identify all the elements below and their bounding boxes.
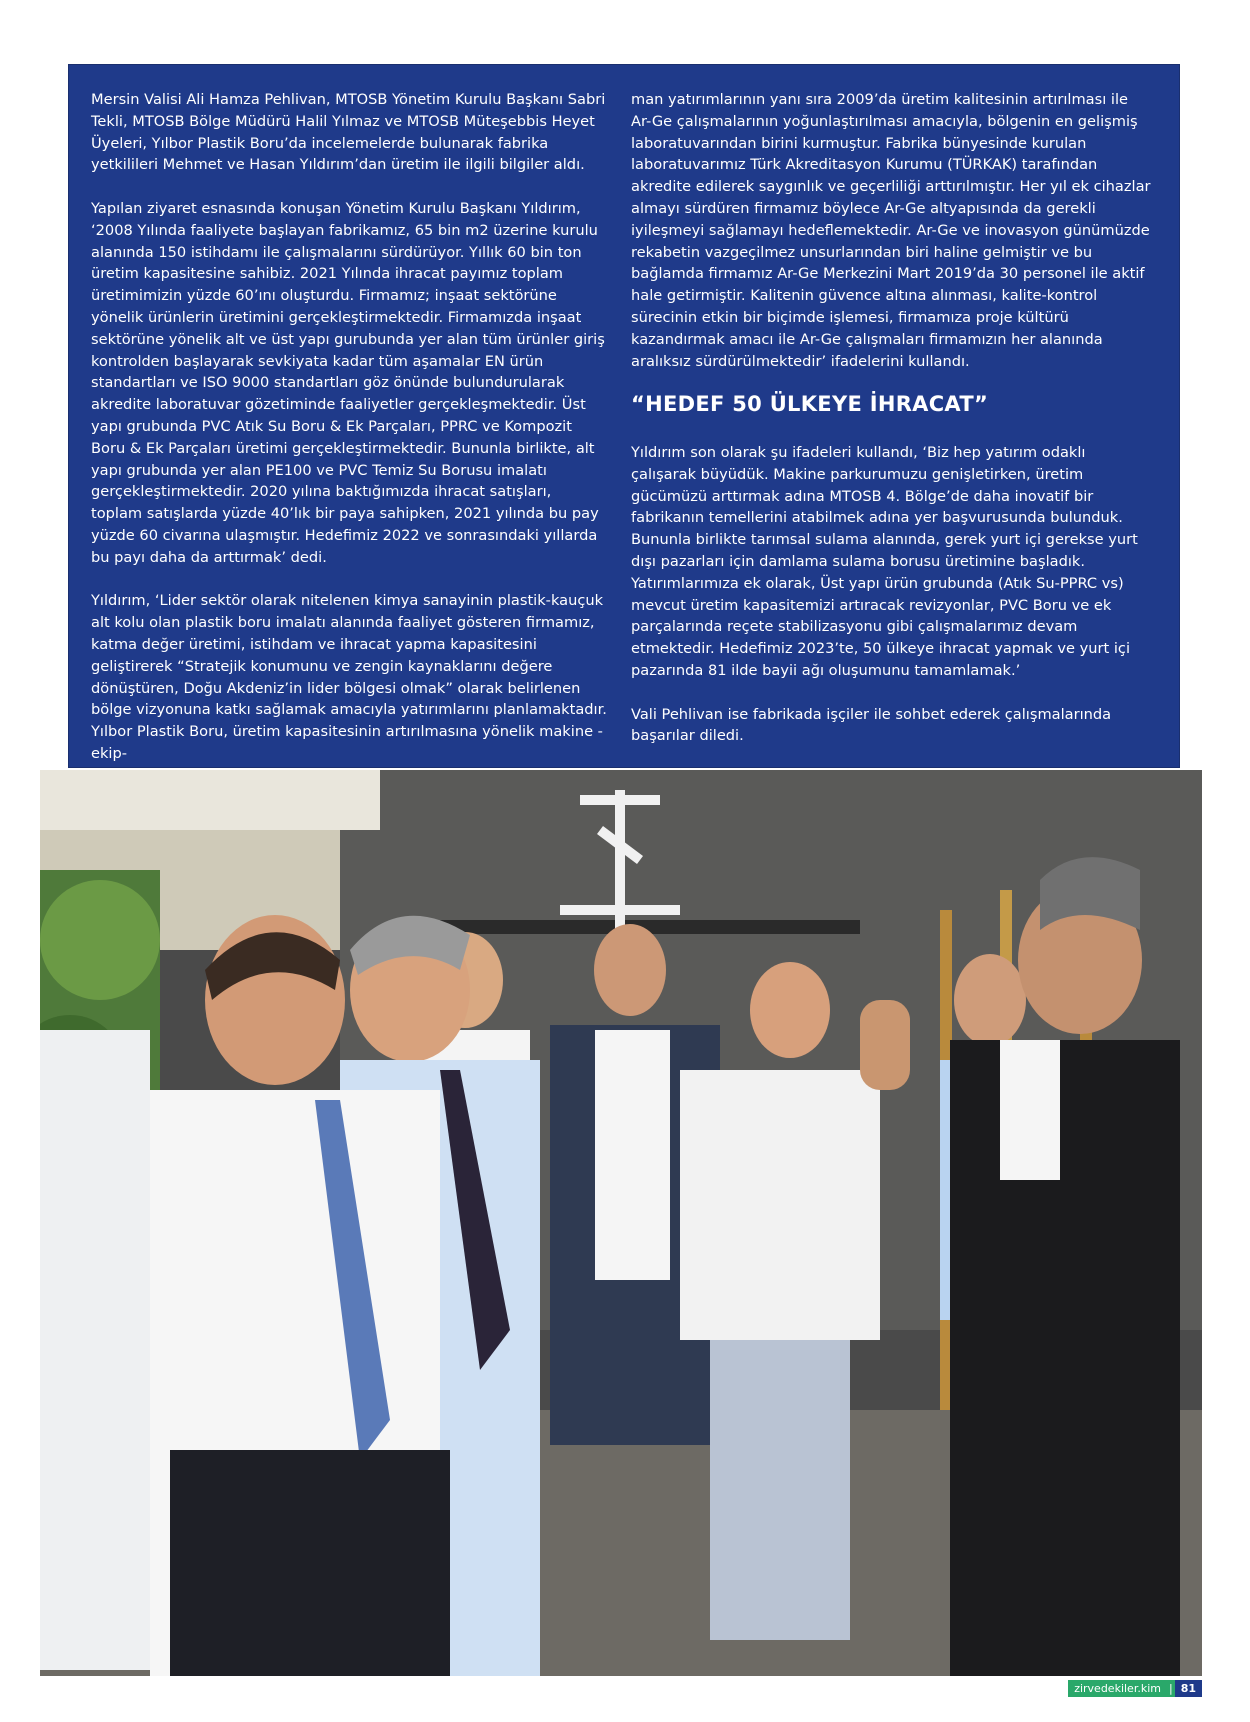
article-text-panel bbox=[68, 64, 1180, 768]
article-paragraph: Yıldırım, ‘Lider sektör olarak nitelenen kimya sanayinin plastik-kauçuk alt kolu olan plastik boru imalatı alanında faaliyet gösteren firmamız, katma değer üretimi, istihdam ve ihracat yapma kapasitesini geliştirerek “Stratejik konumunu ve zengin kaynaklarını değere dönüştüren, Doğu Akdeniz’in lider bölgesi olmak” olarak belirlenen bölge vizyonuna katkı sağlamak amacıyla yatırımlarını planlamaktadır. Yılbor Plastik Boru, üretim kapasitesinin artırılmasına yönelik makine - ekip- bbox=[91, 592, 607, 762]
event-photo bbox=[40, 770, 1202, 1676]
article-left-column bbox=[91, 89, 607, 787]
article-paragraph: Mersin Valisi Ali Hamza Pehlivan, MTOSB Yönetim Kurulu Başkanı Sabri Tekli, MTOSB Bölge Müdürü Halil Yılmaz ve MTOSB Müteşebbis Heyet Üyeleri, Yılbor Plastik Boru’da incelemelerde bulunarak fabrika yetkilileri Mehmet ve Hasan Yıldırım’dan üretim ile ilgili bilgiler aldı. bbox=[91, 91, 606, 174]
article-paragraph: Vali Pehlivan ise fabrikada işçiler ile sohbet ederek çalışmalarında başarılar diledi. bbox=[631, 705, 1112, 745]
page-number: 81 bbox=[1175, 1680, 1202, 1697]
section-heading: “HEDEF 50 ÜLKEYE İHRACAT” bbox=[631, 392, 989, 417]
footer-separator: | bbox=[1168, 1681, 1173, 1695]
article-right-column bbox=[631, 89, 1151, 769]
article-paragraph: Yıldırım son olarak şu ifadeleri kullandı, ‘Biz hep yatırım odaklı çalışarak büyüdük. Makine parkurumuzu genişletirken, üretim gücümüzü arttırmak adına MTOSB 4. Bölge’de daha inovatif bir fabrikanın temellerini atabilmek adına yer başvurusunda bulunduk. Bununla birlikte tarımsal sulama alanında, gerek yurt içi gerekse yurt dışı pazarları için damlama sulama borusu üretimine başladık. Yatırımlarımıza ek olarak, Üst yapı ürün grubunda (Atık Su-PPRC vs) mevcut üretim kapasitemizi artıracak revizyonlar, PVC Boru ve ek parçalarında reçete stabilizasyonu gibi çalışmalarımız devam etmektedir. Hedefimiz 2023’te, 50 ülkeye ihracat yapmak ve yurt içi pazarında 81 ilde bayii ağı oluşumunu tamamlamak.’ bbox=[631, 443, 1138, 679]
article-paragraph: man yatırımlarının yanı sıra 2009’da üretim kalitesinin artırılması ile Ar-Ge çalışmalarının yoğunlaştırılması amacıyla, bölgenin en gelişmiş laboratuvarından birini kurmuştur. Fabrika bünyesinde kurulan laboratuvarımız Türk Akreditasyon Kurumu (TÜRKAK) tarafından akredite edilerek saygınlık ve geçerliliği arttırılmıştır. Her yıl ek cihazlar almayı sürdüren firmamız böylece Ar-Ge altyapısında da gerekli iyileşmeyi sağlamayı hedeflemektedir. Ar-Ge ve inovasyon günümüzde rekabetin vazgeçilmez unsurlarından biri haline gelmiştir ve bu bağlamda firmamız Ar-Ge Merkezini Mart 2019’da 30 personel ile aktif hale getirmiştir. Kalitenin güvence altına alınması, kalite-kontrol sürecinin etkin bir biçimde işlemesi, firmamıza proje kültürü kazandırmak amacı ile Ar-Ge çalışmaları firmamızın her alanında aralıksız sürdürülmektedir’ ifadelerini kullandı. bbox=[631, 91, 1151, 370]
article-paragraph: Yapılan ziyaret esnasında konuşan Yönetim Kurulu Başkanı Yıldırım, ‘2008 Yılında faaliyete başlayan fabrikamız, 65 bin m2 üzerine kurulu alanında 150 istihdamı ile çalışmalarını sürdürüyor. Yıllık 60 bin ton üretim kapasitesine sahibiz. 2021 Yılında ihracat payımız toplam üretimimizin yüzde 60’ını oluşturdu. Firmamız; inşaat sektörüne yönelik ürünlerin üretimini gerçekleştirmektedir. Firmamızda inşaat sektörüne yönelik alt ve üst yapı gurubunda yer alan tüm ürünler giriş kontrolden başlayarak sevkiyata kadar tüm aşamalar EN ürün standartları ve ISO 9000 standartları göz önünde bulundurularak akredite laboratuvar gözetiminde faaliyetler gerçekleşmektedir. Üst yapı grubunda PVC Atık Su Boru & Ek Parçaları, PPRC ve Kompozit Boru & Ek Parçaları üretimi gerçekleştirmektedir. Bununla birlikte, alt yapı grubunda yer alan PE100 ve PVC Temiz Su Borusu imalatı gerçekleştirmektedir. 2020 yılına baktığımızda ihracat satışları, toplam satışlarda yüzde 40’lık bir paya sahipken, 2021 yılında bu pay yüzde 60 civarına ulaşmıştır. Hedefimiz 2022 ve sonrasındaki yıllarda bu payı daha da arttırmak’ dedi. bbox=[91, 199, 605, 566]
footer-site: zirvedekiler.kim bbox=[1068, 1680, 1167, 1697]
page-footer bbox=[1068, 1678, 1202, 1698]
